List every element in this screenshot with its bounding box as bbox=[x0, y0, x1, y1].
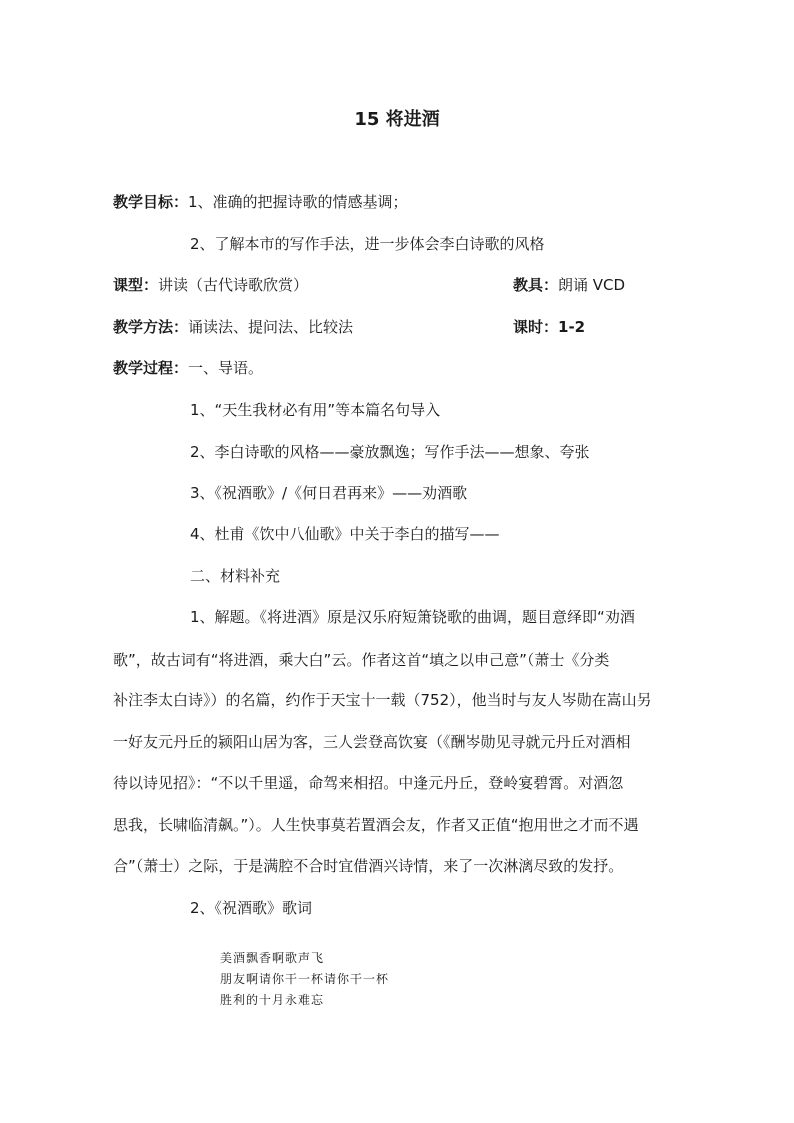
methods-line bbox=[113, 317, 353, 337]
intro-item-1: 1、“天生我材必有用”等本篇名句导入 bbox=[190, 401, 441, 419]
section-intro: 一、导语。 bbox=[188, 359, 264, 377]
paragraph-line: 待以诗见招》：“不以千里遥，命驾来相招。中逢元丹丘，登岭宴碧霄。对酒忽 bbox=[113, 774, 624, 792]
class-hours-label: 课时： bbox=[513, 318, 559, 336]
paragraph-line: 补注李太白诗》）的名篇，约作于天宝十一载（752），他当时与友人岑勋在嵩山另 bbox=[113, 691, 652, 709]
objectives-line bbox=[113, 192, 408, 212]
intro-item-3: 3、《祝酒歌》/《何日君再来》——劝酒歌 bbox=[190, 484, 468, 502]
lyrics-line: 朋友啊请你干一杯请你干一杯 bbox=[220, 972, 390, 986]
course-type-line bbox=[113, 275, 308, 295]
objective-1: 1、准确的把握诗歌的情感基调； bbox=[188, 193, 408, 211]
paragraph-line: 合”（萧士）之际，于是满腔不合时宜借酒兴诗情，来了一次淋漓尽致的发抒。 bbox=[113, 857, 624, 875]
objective-2: 2、了解本市的写作手法，进一步体会李白诗歌的风格 bbox=[190, 235, 545, 253]
teaching-aid-value: 朗诵 VCD bbox=[558, 276, 626, 294]
lyrics-line: 胜利的十月永难忘 bbox=[220, 993, 325, 1007]
lyrics-line: 美酒飘香啊歌声飞 bbox=[220, 951, 325, 965]
teaching-aid-label: 教具： bbox=[513, 276, 559, 294]
section-materials: 二、材料补充 bbox=[190, 567, 281, 585]
class-hours-value: 1-2 bbox=[558, 318, 586, 336]
process-line bbox=[113, 358, 263, 378]
intro-item-4: 4、杜甫《饮中八仙歌》中关于李白的描写—— bbox=[190, 525, 500, 543]
paragraph-line: 歌”，故古词有“将进酒，乘大白”云。作者这首“填之以申己意”（萧士《分类 bbox=[113, 651, 610, 669]
course-type-value: 讲读（古代诗歌欣赏） bbox=[158, 276, 309, 294]
class-hours-line bbox=[513, 317, 585, 337]
paragraph-line: 1、解题。《将进酒》原是汉乐府短箫铙歌的曲调，题目意绎即“劝酒 bbox=[190, 608, 635, 626]
teaching-aid-line bbox=[513, 275, 625, 295]
paragraph-line: 思我，长啸临清飙。”）。人生快事莫若置酒会友，作者又正值“抱用世之才而不遇 bbox=[113, 816, 639, 834]
course-type-label: 课型： bbox=[113, 276, 159, 294]
process-label: 教学过程： bbox=[113, 359, 189, 377]
intro-item-2: 2、李白诗歌的风格——豪放飘逸；写作手法——想象、夸张 bbox=[190, 443, 590, 461]
objectives-label: 教学目标： bbox=[113, 193, 189, 211]
methods-value: 诵读法、提问法、比较法 bbox=[188, 318, 354, 336]
song-lyrics-heading: 2、《祝酒歌》歌词 bbox=[190, 899, 313, 917]
paragraph-line: 一好友元丹丘的颍阳山居为客，三人尝登高饮宴（《酬岑勋见寻就元丹丘对酒相 bbox=[113, 733, 631, 751]
methods-label: 教学方法： bbox=[113, 318, 189, 336]
page-title: 15 将进酒 bbox=[354, 109, 440, 130]
